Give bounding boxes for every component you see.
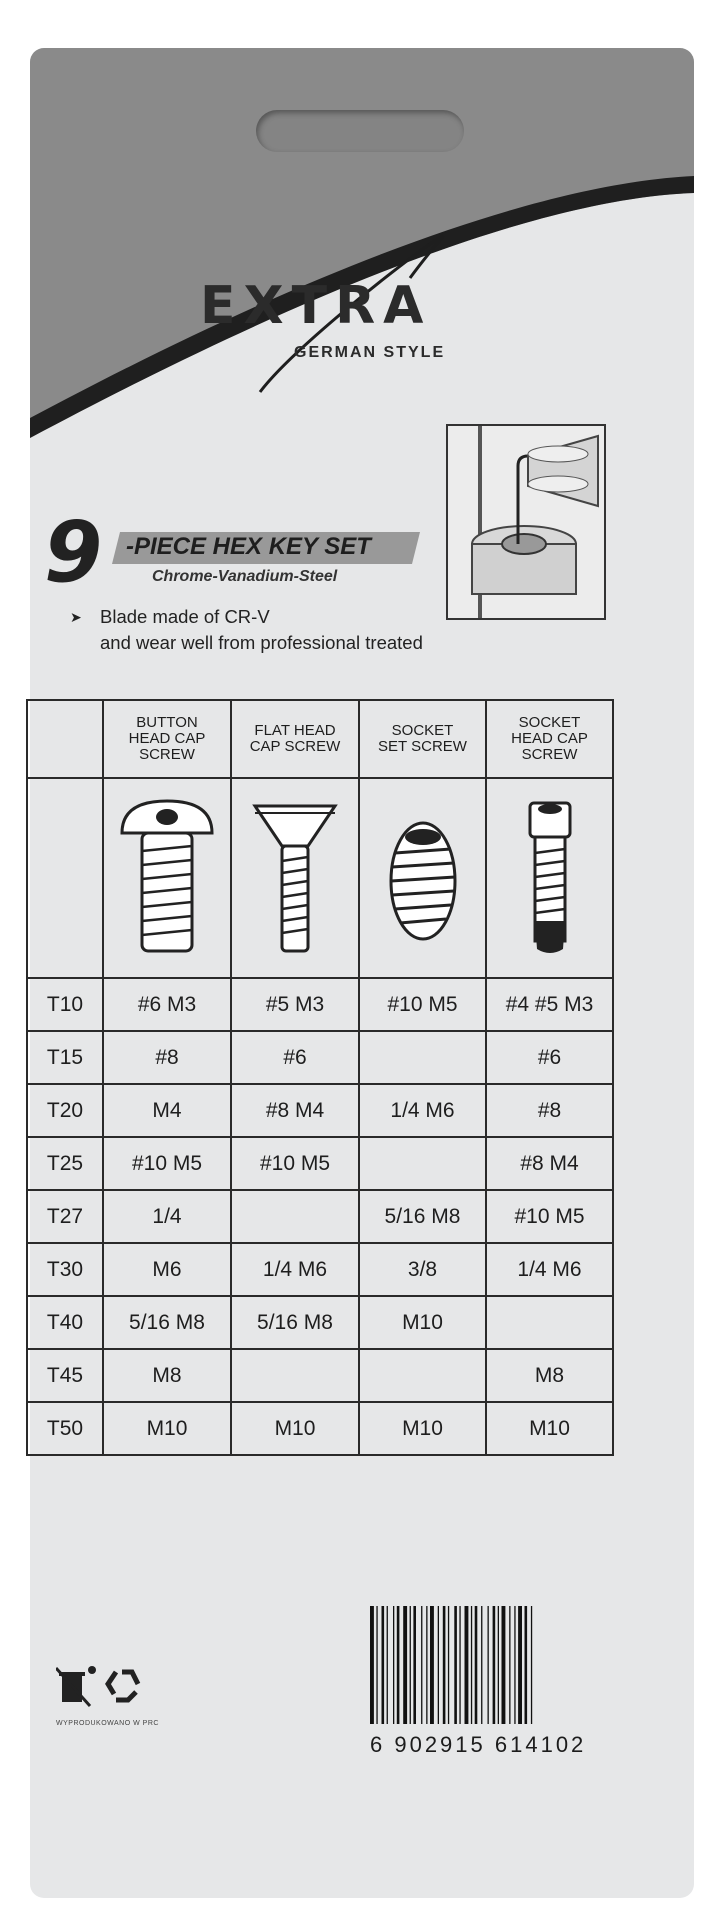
screw-size-cell: #8 [486,1084,613,1137]
torx-size-cell: T27 [27,1190,103,1243]
screw-size-cell: 5/16 M8 [231,1296,359,1349]
screw-size-cell: 3/8 [359,1243,486,1296]
chart-row [27,1137,613,1190]
chart-row [27,1349,613,1402]
screw-size-cell: M6 [103,1243,231,1296]
material-subtitle: Chrome-Vanadium-Steel [152,568,338,585]
screw-size-cell: #10 M5 [359,978,486,1031]
torx-size-cell: T15 [27,1031,103,1084]
screw-size-cell: 5/16 M8 [359,1190,486,1243]
brand-logo [200,232,520,412]
compatibility-chart [26,699,614,1456]
recycle-icon [108,1672,138,1700]
screw-size-cell: M10 [486,1402,613,1455]
screw-size-cell: M10 [359,1296,486,1349]
chart-row [27,1296,613,1349]
screw-size-cell [359,1349,486,1402]
blank-cell [27,778,103,978]
torx-size-cell: T50 [27,1402,103,1455]
disposal-symbols [56,1660,146,1710]
screw-size-cell: #10 M5 [486,1190,613,1243]
socket-set-screw-icon [368,791,478,961]
chart-row [27,1084,613,1137]
screw-size-cell: #10 M5 [103,1137,231,1190]
arrow-bullet-icon: ➤ [70,609,82,625]
column-header: SOCKET HEAD CAP SCREW [486,700,613,778]
trash-bin-icon [56,1666,96,1706]
screw-size-cell [486,1296,613,1349]
product-description [72,604,423,656]
screw-size-cell: M8 [486,1349,613,1402]
screw-size-cell: #6 [231,1031,359,1084]
torx-size-cell: T45 [27,1349,103,1402]
screw-size-cell: M8 [103,1349,231,1402]
screw-size-cell [231,1190,359,1243]
screw-size-cell [359,1137,486,1190]
screw-size-cell: #8 M4 [486,1137,613,1190]
screw-size-cell: #6 [486,1031,613,1084]
chart-row [27,1031,613,1084]
screw-size-cell: 1/4 M6 [486,1243,613,1296]
screw-size-cell: #8 [103,1031,231,1084]
description-line: Blade made of CR-V [100,606,270,627]
torx-size-cell: T25 [27,1137,103,1190]
torx-size-cell: T10 [27,978,103,1031]
screw-size-cell [231,1349,359,1402]
brand-name: EXTRA [200,276,432,336]
screw-size-cell: M10 [231,1402,359,1455]
product-title: -PIECE HEX KEY SET [126,533,371,560]
usage-diagram [446,424,606,620]
chart-row [27,1243,613,1296]
chart-row [27,1190,613,1243]
screw-size-cell: M10 [103,1402,231,1455]
piece-count: 9 [44,503,103,601]
screw-size-cell: 1/4 M6 [231,1243,359,1296]
screw-size-cell: M4 [103,1084,231,1137]
button-head-screw-icon [112,791,222,961]
torx-size-cell: T20 [27,1084,103,1137]
hex-key-usage-icon [448,426,604,618]
corner-cell [27,700,103,778]
column-header: BUTTON HEAD CAP SCREW [103,700,231,778]
screw-size-cell: #10 M5 [231,1137,359,1190]
screw-size-cell: #4 #5 M3 [486,978,613,1031]
screw-size-cell: M10 [359,1402,486,1455]
chart-row [27,1402,613,1455]
screw-size-cell: #5 M3 [231,978,359,1031]
socket-head-screw-icon [495,791,605,961]
column-header: SOCKET SET SCREW [359,700,486,778]
description-line: and wear well from professional treated [100,632,423,653]
screw-size-cell: #8 M4 [231,1084,359,1137]
screw-size-cell: #6 M3 [103,978,231,1031]
made-in-label: WYPRODUKOWANO W PRC [56,1720,159,1727]
brand-tagline: GERMAN STYLE [294,344,446,361]
screw-size-cell: 1/4 [103,1190,231,1243]
barcode-number: 6 902915 614102 [370,1732,587,1757]
flat-head-screw-icon [240,791,350,961]
chart-row [27,978,613,1031]
screw-size-cell [359,1031,486,1084]
screw-size-cell: 5/16 M8 [103,1296,231,1349]
torx-size-cell: T30 [27,1243,103,1296]
column-header: FLAT HEAD CAP SCREW [231,700,359,778]
torx-size-cell: T40 [27,1296,103,1349]
hanging-hole [256,110,464,152]
screw-size-cell: 1/4 M6 [359,1084,486,1137]
